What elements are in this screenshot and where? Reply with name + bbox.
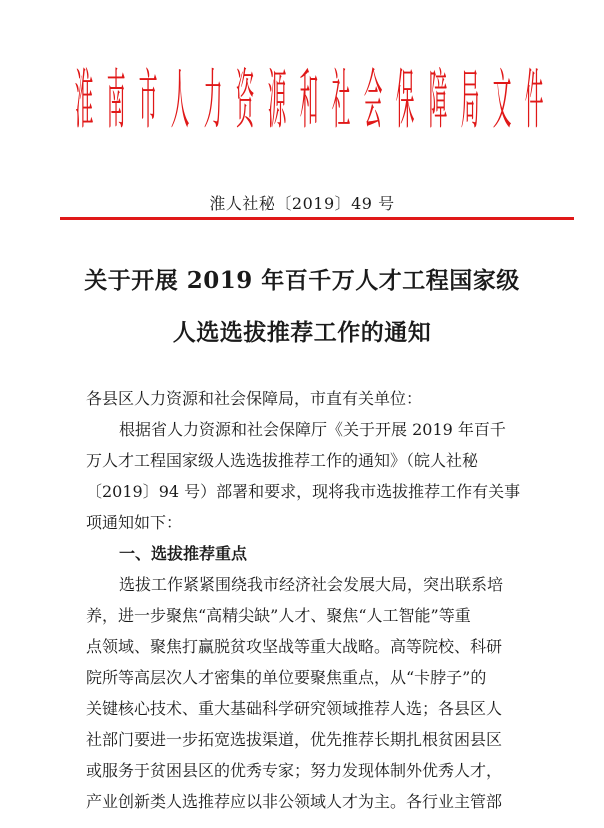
issuing-authority-header [68, 62, 548, 140]
header-char: 资 [235, 63, 255, 139]
paragraph-line: 〔2019〕94 号）部署和要求，现将我市选拔推荐工作有关事 [86, 482, 521, 501]
paragraph-line: 或服务于贫困县区的优秀专家；努力发现体制外优秀人才， [86, 761, 503, 780]
header-char: 件 [524, 63, 544, 139]
salutation: 各县区人力资源和社会保障局，市直有关单位： [86, 389, 423, 408]
document-title-line-2: 人选选拔推荐工作的通知 [172, 319, 432, 346]
paragraph-line: 关键核心技术、重大基础科学研究领域推荐人选；各县区人 [86, 699, 503, 718]
document-title-line-1: 关于开展 2019 年百千万人才工程国家级 [84, 267, 520, 294]
paragraph-line: 根据省人力资源和社会保障厅《关于开展 2019 年百千 [119, 420, 506, 439]
paragraph-line: 产业创新类人选推荐应以非公领域人才为主。各行业主管部 [86, 792, 503, 811]
paragraph-line: 选拔工作紧紧围绕我市经济社会发展大局，突出联系培 [119, 575, 504, 594]
paragraph-line: 项通知如下： [86, 513, 183, 532]
header-char: 淮 [74, 63, 94, 139]
header-char: 障 [428, 63, 447, 139]
header-char: 和 [299, 63, 319, 139]
document-number: 淮人社秘〔2019〕49 号 [209, 194, 395, 213]
paragraph-line: 院所等高层次人才密集的单位要聚焦重点，从“卡脖子”的 [86, 668, 487, 687]
header-char: 源 [267, 63, 287, 139]
red-divider-line [60, 217, 574, 220]
paragraph-line: 养，进一步聚焦“高精尖缺”人才、聚焦“人工智能”等重 [86, 606, 471, 625]
header-char: 市 [139, 63, 158, 139]
header-char: 会 [364, 63, 383, 139]
paragraph-line: 社部门要进一步拓宽选拔渠道，优先推荐长期扎根贫困县区 [86, 730, 503, 749]
paragraph-line: 万人才工程国家级人选选拔推荐工作的通知》（皖人社秘 [86, 451, 479, 470]
header-char: 南 [106, 63, 126, 139]
header-char: 文 [492, 63, 512, 139]
header-char: 力 [203, 63, 223, 139]
section-heading: 一、选拔推荐重点 [119, 544, 248, 563]
header-char: 社 [331, 63, 351, 139]
header-char: 保 [396, 63, 415, 139]
header-char: 人 [171, 63, 190, 139]
paragraph-line: 点领域、聚焦打赢脱贫攻坚战等重大战略。高等院校、科研 [86, 637, 503, 656]
header-char: 局 [460, 63, 480, 139]
